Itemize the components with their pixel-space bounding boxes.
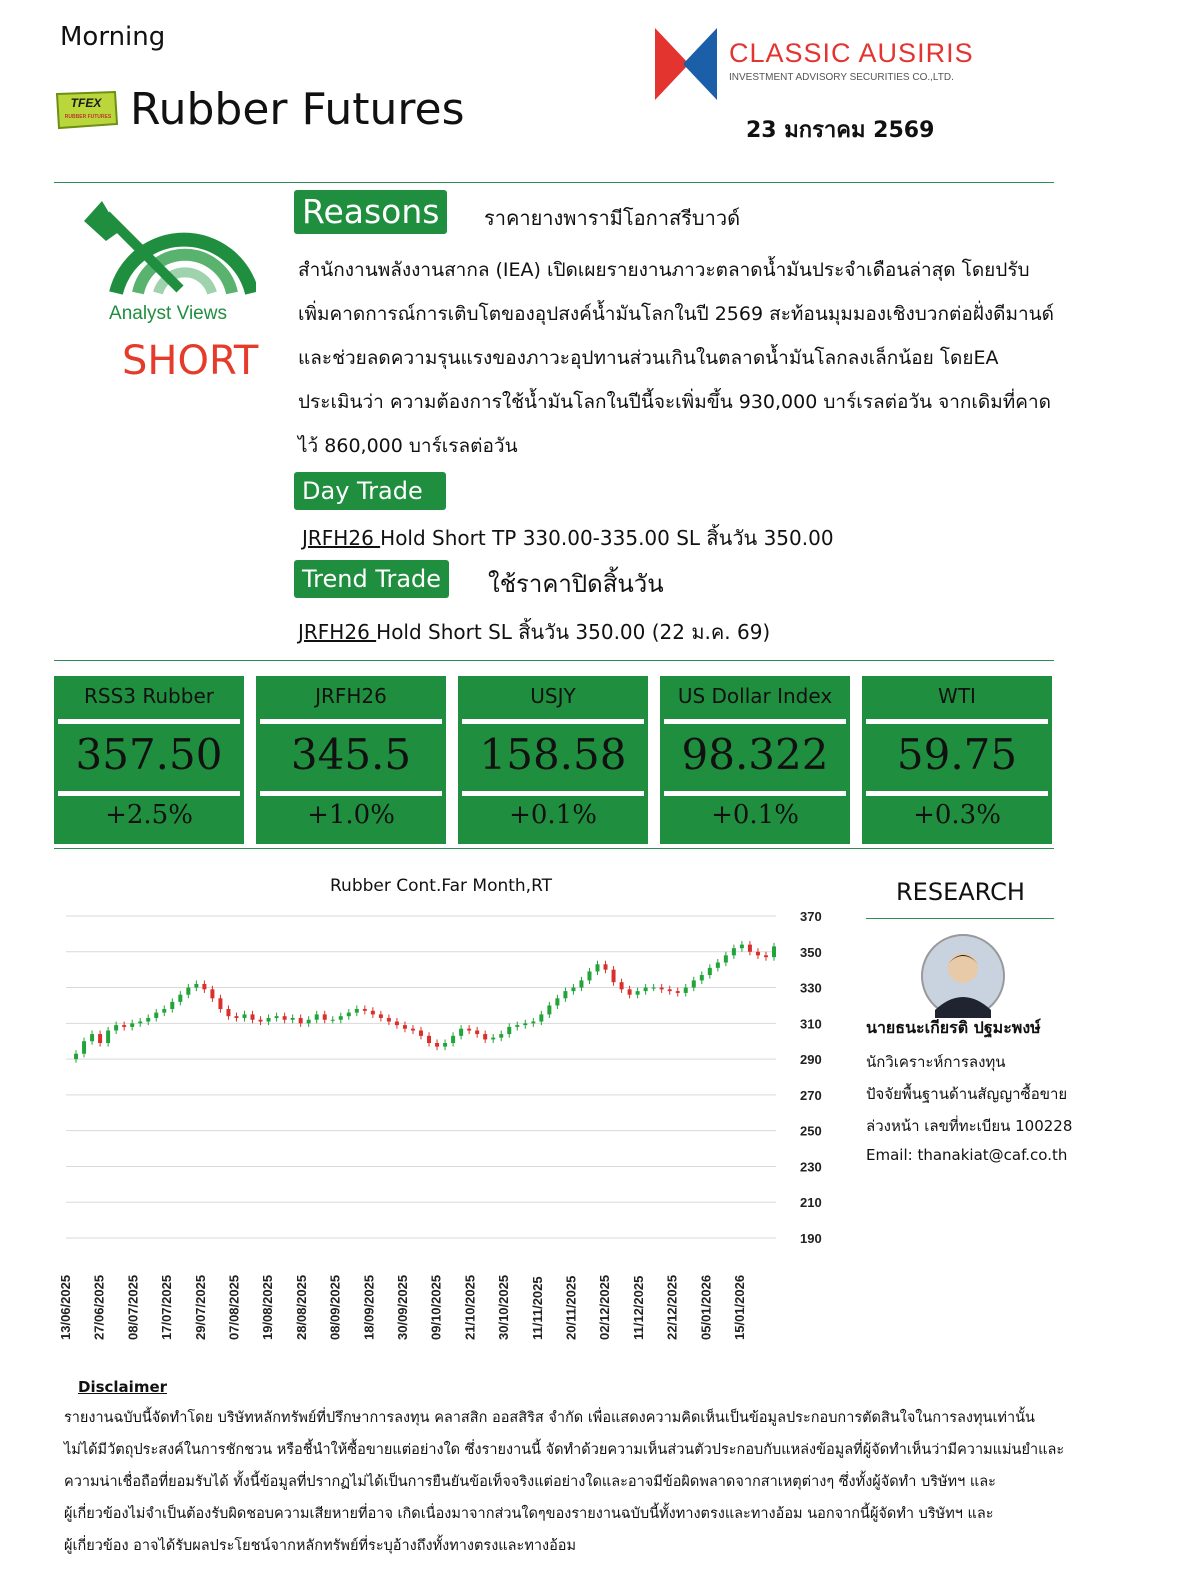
card-divider (866, 719, 1048, 724)
candle-body (130, 1023, 134, 1027)
card-divider (462, 719, 644, 724)
reasons-body (298, 248, 1148, 468)
candle-body (676, 991, 680, 993)
market-cards (54, 676, 1054, 844)
candle-body (636, 991, 640, 995)
candle-body (411, 1029, 415, 1031)
page-title: Rubber Futures (130, 84, 465, 135)
card-name: RSS3 Rubber (84, 684, 214, 708)
candle-body (114, 1025, 118, 1030)
card-divider (58, 719, 240, 724)
x-tick-label: 09/10/2025 (428, 1274, 444, 1340)
candle-body (724, 955, 728, 962)
candle-body (122, 1025, 126, 1027)
price-chart (54, 900, 844, 1352)
card-change: +0.1% (711, 800, 799, 830)
disclaimer-line: ผู้เกี่ยวข้อง อาจได้รับผลประโยชน์จากหลักทรัพย์ที่ระบุอ้างถึงทั้งทางตรงและทางอ้อม (64, 1538, 577, 1554)
y-tick-label: 350 (800, 944, 822, 960)
x-tick-label: 21/10/2025 (462, 1274, 478, 1340)
card-price: 357.50 (75, 730, 223, 779)
market-card-jrfh26 (256, 676, 446, 844)
card-change: +0.1% (509, 800, 597, 830)
x-tick-label: 22/12/2025 (664, 1274, 680, 1340)
reasons-heading: Reasons (294, 190, 447, 234)
candle-body (154, 1013, 158, 1018)
tfex-rubber-logo (53, 90, 119, 130)
candle-body (234, 1016, 238, 1018)
x-tick-label: 08/09/2025 (327, 1274, 343, 1340)
divider (866, 918, 1054, 919)
candle-body (283, 1016, 287, 1020)
x-tick-label: 18/09/2025 (361, 1274, 377, 1340)
x-tick-label: 02/12/2025 (597, 1274, 613, 1340)
candle-body (451, 1036, 455, 1043)
y-tick-label: 230 (800, 1159, 822, 1175)
candle-body (90, 1034, 94, 1041)
candle-body (98, 1034, 102, 1043)
candle-body (315, 1014, 319, 1019)
candle-body (403, 1025, 407, 1029)
candle-body (331, 1020, 335, 1021)
candle-body (692, 980, 696, 987)
stance-short: SHORT (122, 338, 259, 384)
analyst-views-label: Analyst Views (109, 303, 227, 324)
candle-body (363, 1009, 367, 1011)
candle-body (427, 1036, 431, 1043)
x-tick-label: 08/07/2025 (125, 1274, 141, 1340)
candle-body (483, 1034, 487, 1039)
card-divider (462, 791, 644, 796)
market-card-wti (862, 676, 1052, 844)
brand-logo (655, 28, 985, 100)
candle-body (652, 988, 656, 989)
x-tick-label: 30/09/2025 (395, 1274, 410, 1340)
candle-body (579, 980, 583, 987)
candle-body (395, 1022, 399, 1026)
day-trade-recommendation (302, 522, 834, 554)
y-tick-label: 370 (800, 909, 822, 924)
candle-body (732, 948, 736, 955)
brand-subtitle: INVESTMENT ADVISORY SECURITIES CO.,LTD. (729, 72, 954, 83)
x-tick-label: 15/01/2026 (732, 1274, 747, 1340)
reasons-line: สำนักงานพลังงานสากล (IEA) เปิดเผยรายงานภาวะตลาดน้ำมันประจำเดือนล่าสุด โดยปรับ (298, 259, 1030, 281)
research-heading: RESEARCH (896, 878, 1025, 906)
candle-body (531, 1022, 535, 1024)
candle-body (275, 1016, 279, 1018)
candle-body (499, 1034, 503, 1038)
x-tick-label: 05/01/2026 (698, 1274, 714, 1340)
candle-body (620, 982, 624, 989)
candle-body (539, 1014, 543, 1021)
y-tick-label: 310 (800, 1016, 822, 1032)
y-tick-label: 270 (800, 1087, 822, 1103)
day-trade-text: Hold Short TP 330.00-335.00 SL สิ้นวัน 350.00 (380, 526, 834, 550)
card-divider (58, 791, 240, 796)
day-trade-heading: Day Trade (294, 472, 446, 510)
candle-body (82, 1041, 86, 1054)
reasons-line: ไว้ 860,000 บาร์เรลต่อวัน (298, 435, 518, 457)
candle-body (475, 1030, 479, 1034)
y-tick-label: 290 (800, 1052, 822, 1068)
candle-body (644, 988, 648, 992)
market-card-dxy (660, 676, 850, 844)
candle-body (267, 1018, 271, 1022)
brand-name: CLASSIC AUSIRIS (729, 38, 974, 68)
divider (54, 182, 1054, 183)
candle-body (186, 988, 190, 995)
candle-body (138, 1022, 142, 1024)
candle-body (210, 989, 214, 998)
card-change: +0.3% (913, 800, 1001, 830)
candle-body (459, 1029, 463, 1036)
candle-body (419, 1030, 423, 1035)
candle-body (371, 1011, 375, 1015)
card-change: +2.5% (105, 800, 193, 830)
analyst-license: ล่วงหน้า เลขที่ทะเบียน 100228 (866, 1117, 1073, 1135)
trend-trade-note: ใช้ราคาปิดสิ้นวัน (488, 570, 664, 598)
x-tick-label: 29/07/2025 (192, 1274, 208, 1340)
trend-trade-recommendation (298, 616, 770, 648)
analyst-name: นายธนะเกียรติ ปฐมะพงษ์ (866, 1018, 1041, 1037)
x-tick-label: 27/06/2025 (91, 1274, 107, 1340)
analyst-avatar (921, 934, 1005, 1018)
card-divider (260, 791, 442, 796)
candle-body (467, 1029, 471, 1031)
disclaimer-heading: Disclaimer (78, 1378, 168, 1396)
card-price: 98.322 (681, 730, 829, 779)
card-change: +1.0% (307, 800, 395, 830)
candle-body (523, 1023, 527, 1025)
candle-body (547, 1005, 551, 1014)
candle-body (772, 946, 776, 957)
candle-body (323, 1014, 327, 1019)
candle-body (299, 1018, 303, 1023)
candle-body (146, 1018, 150, 1022)
candle-body (379, 1014, 383, 1018)
candle-body (259, 1020, 263, 1022)
card-divider (866, 791, 1048, 796)
candle-body (764, 955, 768, 957)
candle-body (700, 975, 704, 980)
candle-body (226, 1009, 230, 1016)
card-name: USJY (530, 684, 576, 708)
tfex-logo-subtext: RUBBER FUTURES (64, 114, 112, 120)
y-tick-label: 250 (800, 1123, 822, 1139)
candle-body (106, 1030, 110, 1043)
chart-title: Rubber Cont.Far Month,RT (330, 876, 553, 896)
candle-body (387, 1018, 391, 1022)
x-tick-label: 11/11/2025 (529, 1276, 545, 1340)
disclaimer-line: ความน่าเชื่อถือที่ยอมรับได้ ทั้งนี้ข้อมูลที่ปรากฏไม่ได้เป็นการยืนยันข้อเท็จจริงแต่อย่างใดและอาจมีข้อผิดพลาดจากสาเหตุต่างๆ ซึ่งทั้งผู้จัดทำ บริษัทฯ และ (64, 1474, 996, 1490)
x-tick-label: 28/08/2025 (293, 1274, 309, 1340)
candle-body (612, 970, 616, 983)
candle-body (563, 991, 567, 998)
candle-body (596, 964, 600, 971)
candle-body (716, 963, 720, 968)
card-price: 345.5 (290, 730, 412, 779)
candle-body (756, 952, 760, 956)
candle-body (515, 1025, 519, 1027)
report-date: 23 มกราคม 2569 (746, 118, 935, 143)
y-tick-label: 330 (800, 980, 822, 996)
candle-body (162, 1009, 166, 1013)
x-tick-label: 11/12/2025 (630, 1275, 646, 1340)
candle-body (604, 964, 608, 969)
disclaimer-line: ผู้เกี่ยวข้องไม่จำเป็นต้องรับผิดชอบความเสียหายที่อาจ เกิดเนื่องมาจากส่วนใดๆของรายงานฉบับนี้ทั้งทางตรงและทางอ้อม นอกจากนี้ผู้จัดทำ บริษัทฯ และ (64, 1506, 994, 1522)
trend-trade-heading: Trend Trade (294, 560, 449, 598)
candle-body (291, 1018, 295, 1020)
disclaimer-body (64, 1402, 1134, 1562)
divider (54, 660, 1054, 661)
tfex-logo-text: TFEX (70, 96, 102, 110)
candle-body (507, 1027, 511, 1034)
card-name: US Dollar Index (677, 684, 833, 708)
analyst-target-icon (76, 193, 256, 333)
candle-body (660, 988, 664, 990)
candle-body (684, 988, 688, 993)
trend-trade-symbol: JRFH26 (298, 620, 377, 644)
candle-body (218, 998, 222, 1009)
x-tick-label: 19/08/2025 (260, 1274, 276, 1340)
candle-body (307, 1020, 311, 1024)
card-name: WTI (938, 684, 976, 708)
candle-body (668, 989, 672, 991)
disclaimer-line: รายงานฉบับนี้จัดทำโดย บริษัทหลักทรัพย์ที่ปรึกษาการลงทุน คลาสสิก ออสสิริส จำกัด เพื่อแสดงความคิดเห็นเป็นข้อมูลประกอบการตัดสินใจในการลงทุนเท่านั้น (64, 1410, 1035, 1426)
edition-label: Morning (60, 22, 166, 52)
analyst-email[interactable]: Email: thanakiat@caf.co.th (866, 1146, 1068, 1164)
candle-body (555, 998, 559, 1005)
candle-body (435, 1043, 439, 1047)
x-tick-label: 13/06/2025 (58, 1274, 73, 1340)
card-divider (664, 719, 846, 724)
card-price: 59.75 (896, 730, 1018, 779)
card-price: 158.58 (479, 730, 627, 779)
y-tick-label: 190 (800, 1231, 822, 1246)
disclaimer-line: ไม่ได้มีวัตถุประสงค์ในการชักชวน หรือชี้นำให้ซื้อขายแต่อย่างใด ซึ่งรายงานนี้ จัดทำด้วยความเห็นส่วนตัวประกอบกับแหล่งข้อมูลที่ผู้จัดทำเห็นว่ามีความแม่นยำและ (64, 1442, 1065, 1458)
candle-body (194, 984, 198, 988)
trend-trade-text: Hold Short SL สิ้นวัน 350.00 (22 ม.ค. 69) (376, 620, 771, 644)
market-card-rss3 (54, 676, 244, 844)
reasons-line: และช่วยลดความรุนแรงของภาวะอุปทานส่วนเกินในตลาดน้ำมันโลกลงเล็กน้อย โดยEA (298, 347, 999, 369)
card-divider (664, 791, 846, 796)
candle-body (251, 1014, 255, 1019)
candle-body (587, 971, 591, 980)
day-trade-symbol: JRFH26 (302, 526, 381, 550)
candle-body (571, 988, 575, 992)
candle-body (491, 1038, 495, 1040)
candle-body (355, 1009, 359, 1013)
analyst-role: นักวิเคราะห์การลงทุน (866, 1053, 1006, 1071)
reasons-line: ประเมินว่า ความต้องการใช้น้ำมันโลกในปีนี้จะเพิ่มขึ้น 930,000 บาร์เรลต่อวัน จากเดิมที่คาด (298, 391, 1051, 413)
market-card-usjy (458, 676, 648, 844)
reasons-summary: ราคายางพารามีโอกาสรีบาวด์ (484, 206, 741, 230)
card-name: JRFH26 (315, 684, 387, 708)
candle-body (243, 1014, 247, 1018)
candle-body (708, 968, 712, 975)
candle-body (443, 1043, 447, 1047)
candle-body (347, 1013, 351, 1017)
card-divider (260, 719, 442, 724)
x-tick-label: 30/10/2025 (496, 1274, 512, 1340)
x-tick-label: 07/08/2025 (226, 1274, 242, 1340)
candle-body (740, 945, 744, 949)
x-tick-label: 17/07/2025 (159, 1274, 175, 1340)
candle-body (74, 1054, 78, 1059)
candle-body (748, 945, 752, 952)
y-tick-label: 210 (800, 1195, 822, 1211)
candle-body (178, 995, 182, 1002)
reasons-line: เพิ่มคาดการณ์การเติบโตของอุปสงค์น้ำมันโลกในปี 2569 สะท้อนมุมมองเชิงบวกต่อฝั่งดีมานด์ (298, 303, 1055, 325)
candle-body (170, 1002, 174, 1009)
x-tick-label: 20/11/2025 (563, 1275, 579, 1340)
candle-body (202, 984, 206, 989)
divider (54, 848, 1054, 849)
analyst-license: ปัจจัยพื้นฐานด้านสัญญาซื้อขาย (866, 1085, 1068, 1103)
candle-body (339, 1016, 343, 1020)
candle-body (628, 989, 632, 994)
